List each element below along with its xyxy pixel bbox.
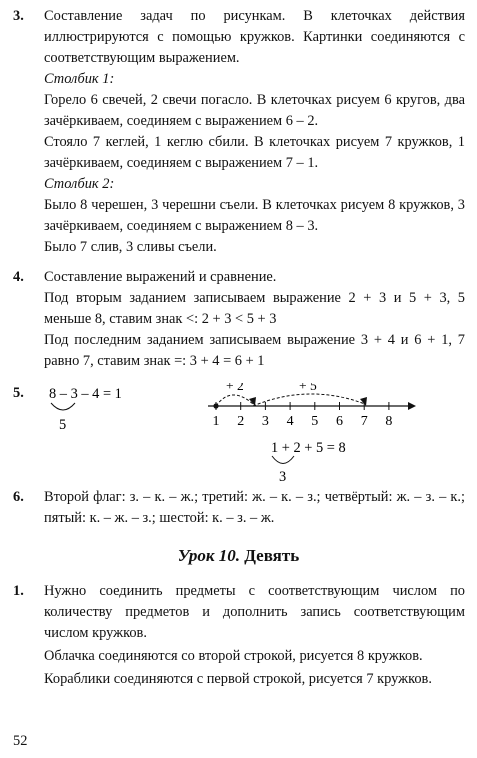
task-number: 3. [13, 8, 24, 24]
jump-plus-2-label: + 2 [226, 383, 244, 393]
number-line-tick-label: 3 [261, 414, 269, 429]
task-1 [13, 581, 465, 690]
number-line-tick-label: 2 [237, 414, 245, 429]
task-number: 4. [13, 269, 24, 285]
lesson-heading-title: Девять [244, 546, 300, 565]
task-3-intro: Составление задач по рисункам. В клеточках действия иллюстрируются с помощью кружков. Картинки соединяются с соответствующим выражением. [44, 8, 465, 66]
task-number: 1. [13, 583, 24, 599]
column-2-title: Столбик 2: [44, 176, 115, 192]
task-4-paragraph-2: Под вторым заданием записываем выражение 2 + 3 и 5 + 3, 5 меньше 8, ставим знак <: 2 + 3 < 5 + 3 [44, 290, 465, 327]
task-1-paragraph-2: Облачка соединяются со второй строкой, рисуется 8 кружков. [44, 648, 423, 664]
right-expression: 1 + 2 + 5 = 8 [271, 440, 346, 456]
left-expression: 8 – 3 – 4 = 1 [49, 386, 122, 402]
task-6-text: Второй флаг: з. – к. – ж.; третий: ж. – к. – з.; четвёртый: ж. – з. – к.; пятый: к. – ж. – з.; шестой: к. – з. – ж. [44, 489, 465, 526]
number-line-tick-label: 4 [286, 414, 294, 429]
task-4-paragraph-1: Составление выражений и сравнение. [44, 269, 277, 285]
column-2-paragraph-2: Было 7 слив, 3 сливы съели. [44, 239, 217, 255]
task-5-figure [13, 383, 465, 483]
task-3 [13, 6, 465, 258]
task-6 [13, 487, 465, 529]
jump-plus-2-arrowhead [249, 397, 256, 406]
jump-plus-2-arc [216, 395, 253, 406]
jump-plus-5-label: + 5 [299, 383, 317, 393]
jump-plus-5-arrowhead [360, 397, 367, 406]
lesson-heading-italic: Урок 10. [177, 546, 241, 565]
number-line-tick-label: 7 [360, 414, 368, 429]
left-expression-brace [51, 403, 75, 410]
lesson-heading [0, 545, 477, 566]
number-line-tick-label: 1 [212, 414, 220, 429]
task-1-paragraph-3: Кораблики соединяются с первой строкой, рисуется 7 кружков. [44, 671, 432, 687]
jump-plus-5-arc [253, 394, 365, 406]
right-expression-subresult: 3 [279, 469, 287, 483]
column-1-paragraph-1: Горело 6 свечей, 2 свечи погасло. В клеточках рисуем 6 кругов, два зачёркиваем, соединяем с выражением 6 – 2. [44, 92, 465, 129]
task-4 [13, 267, 465, 372]
page-number: 52 [13, 733, 28, 749]
task-1-paragraph-1: Нужно соединить предметы с соответствующим числом по количеству предметов и дополнить запись соответствующим числом кружков. [44, 583, 465, 641]
task-number: 6. [13, 489, 24, 505]
column-2-paragraph-1: Было 8 черешен, 3 черешни съели. В клеточках рисуем 8 кружков, 3 зачёркиваем, соединяем с выражением 8 – 3. [44, 197, 465, 234]
number-line-tick-label: 6 [336, 414, 343, 429]
number-line-tick-label: 8 [385, 414, 393, 429]
task-5 [13, 383, 465, 483]
right-expression-brace [272, 456, 294, 464]
task-4-paragraph-3: Под последним заданием записываем выражение 3 + 4 и 6 + 1, 7 равно 7, ставим знак =: 3 + 4 = 6 + 1 [44, 332, 465, 369]
number-line-arrow [408, 402, 416, 410]
column-1-title: Столбик 1: [44, 71, 115, 87]
left-expression-subresult: 5 [59, 417, 67, 433]
number-line-tick-label: 5 [311, 414, 319, 429]
column-1-paragraph-2: Стояло 7 кеглей, 1 кеглю сбили. В клеточках рисуем 7 кружков, 1 зачёркиваем, соединяем с выражением 7 – 1. [44, 134, 465, 171]
task-number: 5. [13, 385, 24, 401]
